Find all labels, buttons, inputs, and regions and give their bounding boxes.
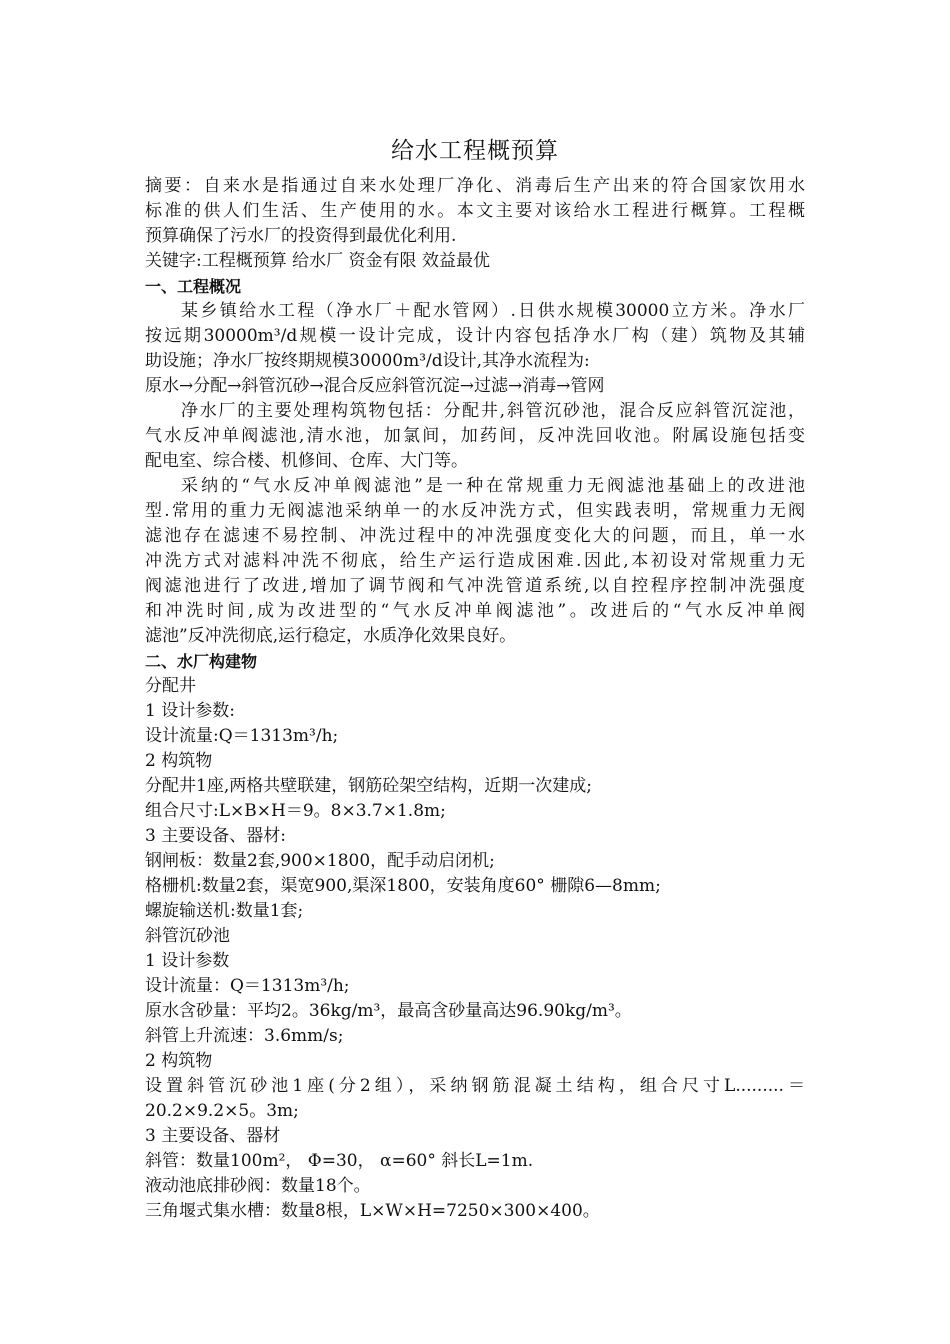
paragraph-line: 某乡镇给水工程（净水厂＋配水管网）.日供水规模30000立方米。净水厂 <box>181 301 805 321</box>
list-item: 斜管：数量100m²， Φ=30， α=60° 斜长L=1m. <box>145 1151 534 1171</box>
section-heading: 一、工程概况 <box>145 277 242 296</box>
list-item: 2 构筑物 <box>145 1051 213 1071</box>
abstract-line: 标准的供人们生活、生产使用的水。本文主要对该给水工程进行概算。工程概 <box>145 201 805 221</box>
document-title: 给水工程概预算 <box>391 138 559 164</box>
list-item: 设计流量：Q＝1313m³/h; <box>145 976 350 996</box>
paragraph-line: 净水厂的主要处理构筑物包括：分配井,斜管沉砂池，混合反应斜管沉淀池， <box>181 401 805 421</box>
keywords: 关键字:工程概预算 给水厂 资金有限 效益最优 <box>145 251 490 271</box>
list-item: 1 设计参数 <box>145 951 230 971</box>
list-item: 设计流量:Q＝1313m³/h; <box>145 726 339 746</box>
document-body <box>145 174 805 1224</box>
subsection-title: 斜管沉砂池 <box>145 926 230 946</box>
paragraph-line: 配电室、综合楼、机修间、仓库、大门等。 <box>145 451 468 471</box>
list-item: 原水含砂量：平均2。36kg/m³，最高含砂量高达96.90kg/m³。 <box>145 1001 632 1021</box>
list-item: 液动池底排砂阀：数量18个。 <box>145 1176 371 1196</box>
abstract-line: 摘要：自来水是指通过自来水处理厂净化、消毒后生产出来的符合国家饮用水 <box>145 176 805 196</box>
paragraph-line: 冲洗方式对滤料冲洗不彻底，给生产运行造成困难.因此,本初设对常规重力无 <box>145 551 805 571</box>
abstract-line: 预算确保了污水厂的投资得到最优化利用. <box>145 226 457 246</box>
list-item: 3 主要设备、器材 <box>145 1126 281 1146</box>
paragraph-line: 采纳的“气水反冲单阀滤池”是一种在常规重力无阀滤池基础上的改进池 <box>181 476 805 496</box>
paragraph-line: 型.常用的重力无阀滤池采纳单一的水反冲洗方式，但实践表明，常规重力无阀 <box>145 501 805 521</box>
paragraph-line: 助设施；净水厂按终期规模30000m³/d设计,其净水流程为: <box>145 351 590 371</box>
list-item: 三角堰式集水槽：数量8根，L×W×H=7250×300×400。 <box>145 1201 600 1221</box>
list-item: 斜管上升流速：3.6mm/s; <box>145 1026 344 1046</box>
paragraph-line: 气水反冲单阀滤池,清水池，加氯间，加药间，反冲洗回收池。附属设施包括变 <box>145 426 805 446</box>
paragraph-line: 阀滤池进行了改进,增加了调节阀和气冲洗管道系统,以自控程序控制冲洗强度 <box>145 576 805 596</box>
list-item: 3 主要设备、器材: <box>145 826 286 846</box>
list-item: 格栅机:数量2套，渠宽900,渠深1800，安装角度60° 栅隙6—8mm; <box>145 876 661 896</box>
list-item: 组合尺寸:L×B×H＝9。8×3.7×1.8m; <box>145 801 446 821</box>
paragraph-line: 按远期30000m³/d规模一设计完成，设计内容包括净水厂构（建）筑物及其辅 <box>145 326 805 346</box>
paragraph-line: 滤池”反冲洗彻底,运行稳定，水质净化效果良好。 <box>145 626 517 646</box>
process-flow: 原水→分配→斜管沉砂→混合反应斜管沉淀→过滤→消毒→管网 <box>145 376 605 396</box>
subsection-title: 分配井 <box>145 676 196 696</box>
section-heading: 二、水厂构建物 <box>145 652 258 671</box>
list-item: 2 构筑物 <box>145 751 213 771</box>
paragraph-line: 滤池存在滤速不易控制、冲洗过程中的冲洗强度变化大的问题，而且，单一水 <box>145 526 805 546</box>
list-item: 1 设计参数: <box>145 701 235 721</box>
paragraph-line: 和冲洗时间,成为改进型的“气水反冲单阀滤池”。改进后的“气水反冲单阀 <box>145 601 805 621</box>
list-item: 设置斜管沉砂池1座(分2组），采纳钢筋混凝土结构，组合尺寸L.........＝ <box>145 1076 805 1096</box>
list-item: 钢闸板：数量2套,900×1800，配手动启闭机; <box>145 851 495 871</box>
list-item: 20.2×9.2×5。3m; <box>145 1101 299 1121</box>
list-item: 螺旋输送机:数量1套; <box>145 901 304 921</box>
list-item: 分配井1座,两格共壁联建，钢筋砼架空结构，近期一次建成; <box>145 776 592 796</box>
